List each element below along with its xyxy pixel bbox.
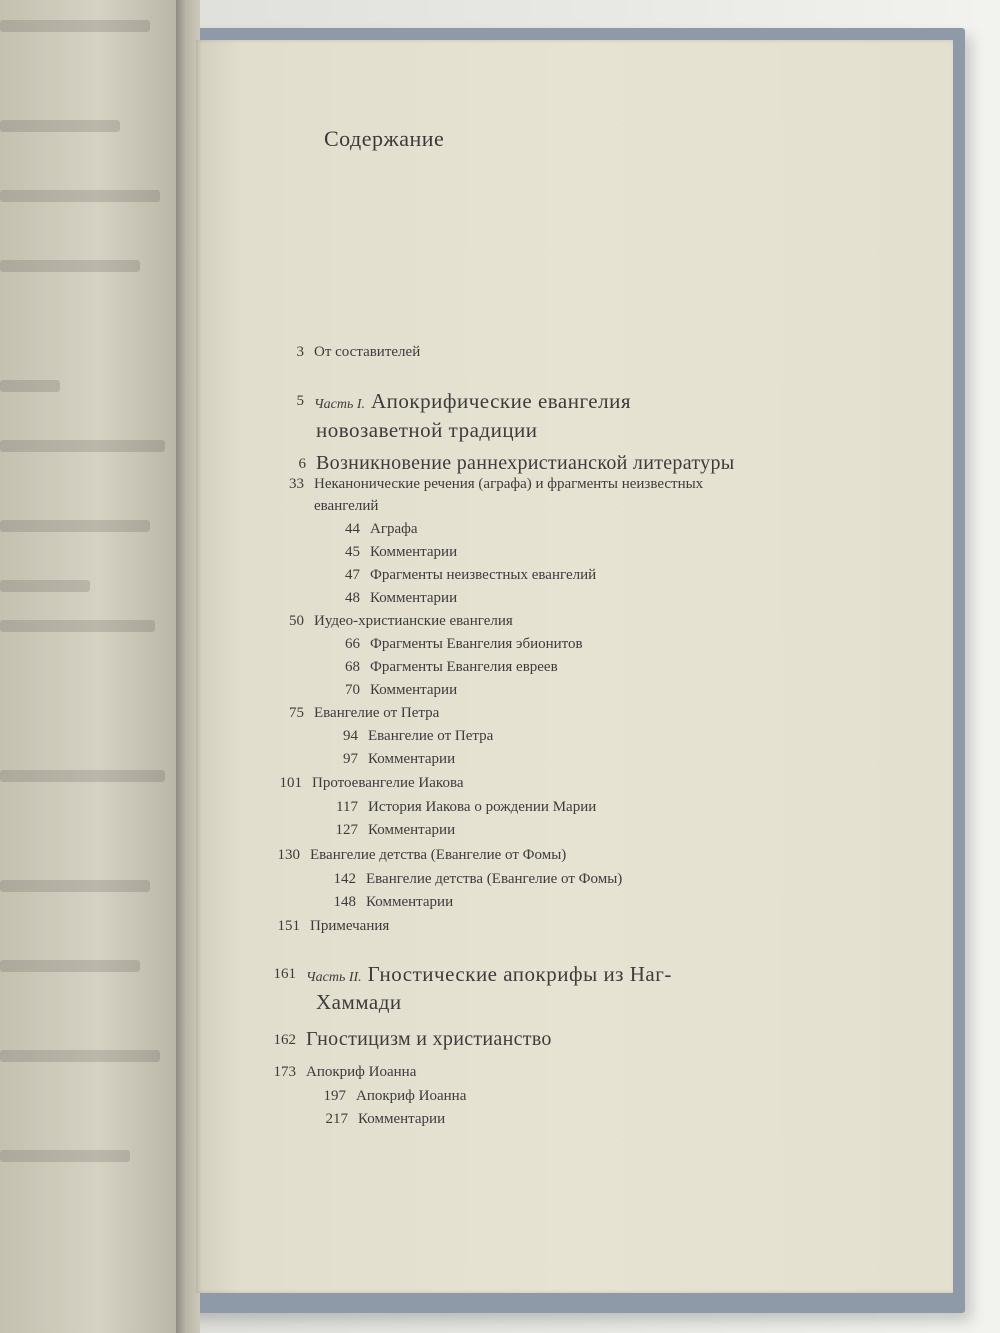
toc-part-label: Часть II. [306,970,362,985]
toc-page-number: 217 [325,1111,348,1127]
toc-entry-title: Комментарии [358,1111,446,1127]
toc-page-number: 47 [345,567,360,583]
toc-page-number: 5 [296,393,304,409]
toc-page-number: 151 [277,918,300,934]
toc-page-number: 45 [345,544,360,560]
toc-entry-title: Комментарии [366,894,454,910]
toc-entry-title: От составителей [314,344,421,360]
toc-page-number: 75 [289,705,304,721]
toc-entry-title: Протоевангелие Иакова [312,775,464,791]
toc-entry-title: Комментарии [368,751,456,767]
toc-entry-title: Апокриф Иоанна [306,1064,417,1080]
toc-entry-title: Евангелие детства (Евангелие от Фомы) [366,871,623,887]
toc-entry-title: Неканонические речения (аграфа) и фрагменты неизвестных [314,476,704,492]
toc-entry-title: Комментарии [370,590,458,606]
toc-part-label: Часть I. [314,397,366,412]
toc-page-number: 130 [277,847,300,863]
left-page [0,0,180,1333]
toc-entry-title: Евангелие от Петра [368,728,494,744]
toc-entry-title: Фрагменты Евангелия евреев [370,659,558,675]
toc-entry-title: Аграфа [370,521,418,537]
toc-entry-title: Евангелие от Петра [314,705,440,721]
toc-page-number: 173 [273,1064,296,1080]
toc-entry-continuation: новозаветной традиции [316,418,538,442]
toc-entry-title: Апокриф Иоанна [356,1088,467,1104]
toc-part-heading [306,962,672,987]
toc-page-number: 162 [273,1032,296,1048]
toc-page-number: 101 [279,775,302,791]
toc-entry-title: Гностицизм и христианство [306,1028,552,1050]
toc-page-number: 50 [289,613,304,629]
toc-entry-title: История Иакова о рождении Марии [368,799,597,815]
toc-page-number: 97 [343,751,358,767]
toc-page-number: 66 [345,636,360,652]
toc-entry-title: Примечания [310,918,390,934]
toc-page-number: 33 [289,476,304,492]
toc-part-title: Гностические апокрифы из Наг- [367,962,672,986]
toc-entry-title: Комментарии [370,544,458,560]
toc-entry-title: Возникновение раннехристианской литературы [316,452,735,474]
toc-entry-title: Комментарии [370,682,458,698]
toc-page-number: 148 [333,894,356,910]
toc-entry-continuation: евангелий [314,498,379,514]
toc-entry-title: Иудео-христианские евангелия [314,613,513,629]
toc-page-number: 94 [343,728,358,744]
toc-entry-title: Фрагменты Евангелия эбионитов [370,636,583,652]
toc-part-title: Апокрифические евангелия [371,389,631,413]
right-page [196,40,953,1293]
toc-page-number: 142 [333,871,356,887]
toc-page-number: 44 [345,521,360,537]
toc-page-number: 68 [345,659,360,675]
toc-page-number: 6 [298,456,306,472]
toc-page-number: 161 [273,966,296,982]
toc-page-number: 117 [336,799,358,815]
toc-entry-title: Евангелие детства (Евангелие от Фомы) [310,847,567,863]
toc-title: Содержание [324,126,445,151]
toc-page-number: 3 [296,344,304,360]
toc-part-heading [314,389,631,414]
toc-entry-continuation: Хаммади [316,990,402,1014]
toc-page-number: 127 [335,822,358,838]
toc-page-number: 48 [345,590,360,606]
toc-entry-title: Комментарии [368,822,456,838]
toc-page-number: 197 [323,1088,346,1104]
toc-entry-title: Фрагменты неизвестных евангелий [370,567,597,583]
toc-page-number: 70 [345,682,360,698]
